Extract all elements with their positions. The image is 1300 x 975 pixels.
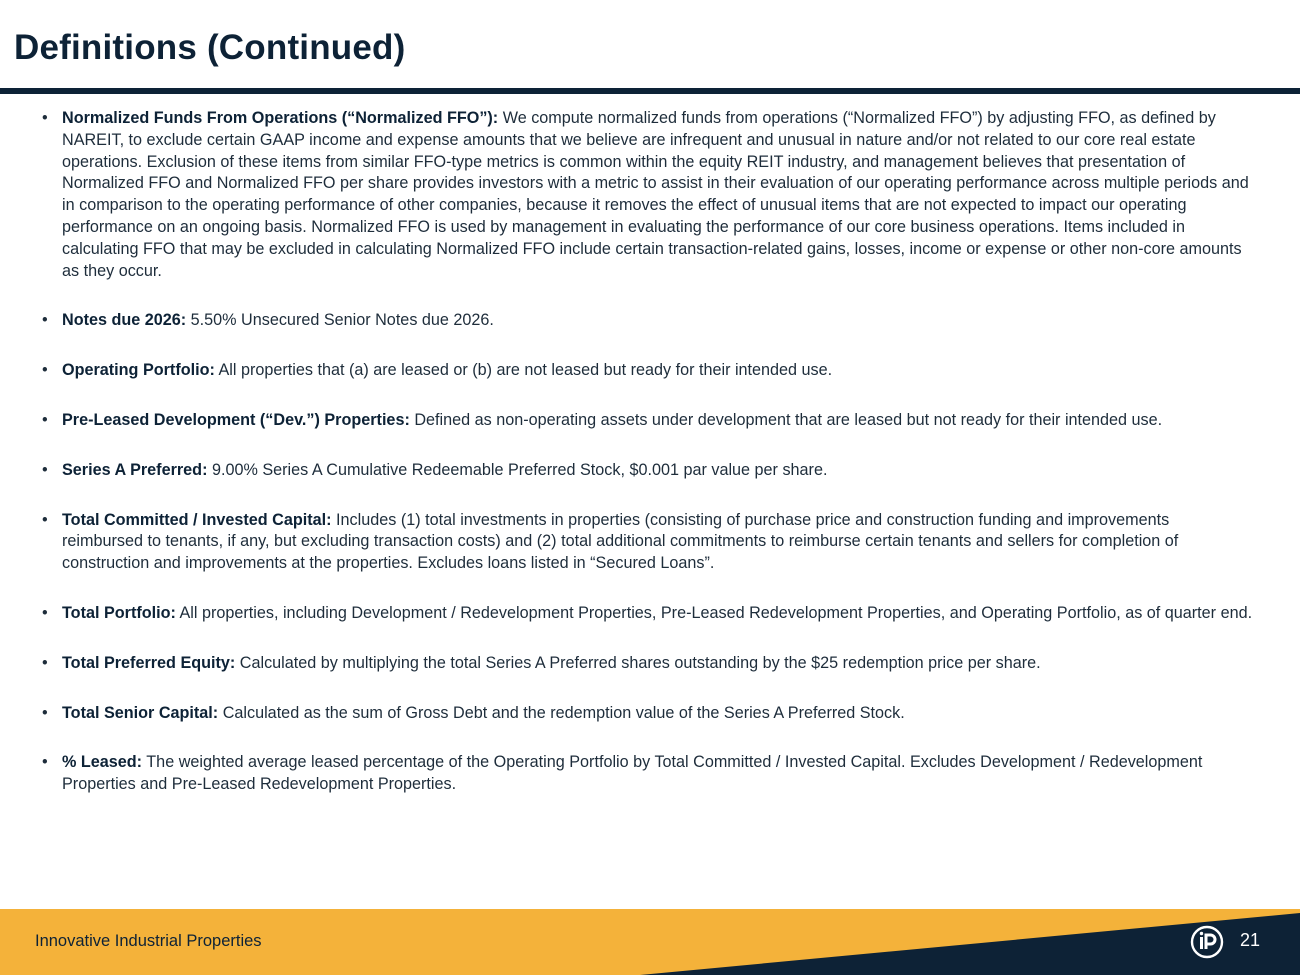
definition-term: Total Senior Capital: [62,703,219,722]
definition-term: Total Preferred Equity: [62,653,236,672]
definition-item-total-preferred-equity [42,653,1254,675]
definition-term: Total Portfolio: [62,603,176,622]
definition-text: The weighted average leased percentage of the Operating Portfolio by Total Committed / Invested Capital. Excludes Development / Redevelopment Properties and Pre-Leased Redevelopment Properties. [62,753,1203,794]
definition-term: Total Committed / Invested Capital: [62,510,332,529]
bullet-icon: • [42,410,48,429]
definition-item-total-senior-capital [42,703,1254,725]
page-title: Definitions (Continued) [14,28,406,67]
bullet-icon: • [42,311,48,330]
definition-item-series-a-preferred [42,460,1254,482]
definition-term: Normalized Funds From Operations (“Normalized FFO”): [62,109,499,127]
bullet-icon: • [42,753,48,772]
definition-item-total-committed-capital [42,510,1254,575]
definition-item-total-portfolio [42,603,1254,625]
definition-item-pre-leased-development [42,410,1254,432]
definition-term: Notes due 2026: [62,311,187,330]
footer-company-name: Innovative Industrial Properties [35,932,262,950]
definition-text: We compute normalized funds from operations (“Normalized FFO”) by adjusting FFO, as defined by NAREIT, to exclude certain GAAP income and expense amounts that we believe are infrequent and unusual in nature and/or not related to our core real estate operations. Exclusion of these items from similar FFO-type metrics is common within the equity REIT industry, and management believes that presentation of Normalized FFO and Normalized FFO per share provides investors with a metric to assist in their evaluation of our operating performance across multiple periods and in comparison to the operating performance of other companies, because it removes the effect of unusual items that are not expected to impact our operating performance on an ongoing basis. Normalized FFO is used by management in evaluating the performance of our core business operations. Items included in calculating FFO that may be excluded in calculating Normalized FFO include certain transaction-related gains, losses, income or expense or other non-core amounts as they occur. [62,109,1249,280]
bullet-icon: • [42,460,48,479]
definition-item-notes-due-2026 [42,310,1254,332]
company-logo-icon [1190,925,1224,959]
bullet-icon: • [42,361,48,380]
definition-text: All properties, including Development / Redevelopment Properties, Pre-Leased Redevelopment Properties, and Operating Portfolio, as of quarter end. [179,603,1253,622]
definition-item-operating-portfolio [42,360,1254,382]
definition-term: Pre-Leased Development (“Dev.”) Properties: [62,410,410,429]
bullet-icon: • [42,603,48,622]
definition-term: Series A Preferred: [62,460,208,479]
definition-text: Defined as non-operating assets under development that are leased but not ready for their intended use. [414,410,1163,429]
definition-term: % Leased: [62,753,143,772]
definition-text: Calculated by multiplying the total Series A Preferred shares outstanding by the $25 redemption price per share. [239,653,1041,672]
title-divider [0,88,1300,94]
definition-text: Calculated as the sum of Gross Debt and the redemption value of the Series A Preferred Stock. [222,703,905,722]
definition-text: 9.00% Series A Cumulative Redeemable Preferred Stock, $0.001 par value per share. [211,460,828,479]
definition-term: Operating Portfolio: [62,361,215,380]
bullet-icon: • [42,653,48,672]
definitions-list [42,108,1254,824]
bullet-icon: • [42,703,48,722]
definition-text: Includes (1) total investments in properties (consisting of purchase price and construction funding and improvements reimbursed to tenants, if any, but excluding transaction costs) and (2) total additional commitments to reimburse certain tenants and sellers for completion of construction and improvements at the properties. Excludes loans listed in “Secured Loans”. [62,510,1179,573]
definition-item-percent-leased [42,752,1254,796]
bullet-icon: • [42,109,48,127]
bullet-icon: • [42,510,48,529]
definition-text: All properties that (a) are leased or (b) are not leased but ready for their intended use. [218,361,833,380]
definition-item-normalized-ffo [42,108,1254,282]
definition-text: 5.50% Unsecured Senior Notes due 2026. [190,311,494,330]
page-number: 21 [1240,930,1261,950]
